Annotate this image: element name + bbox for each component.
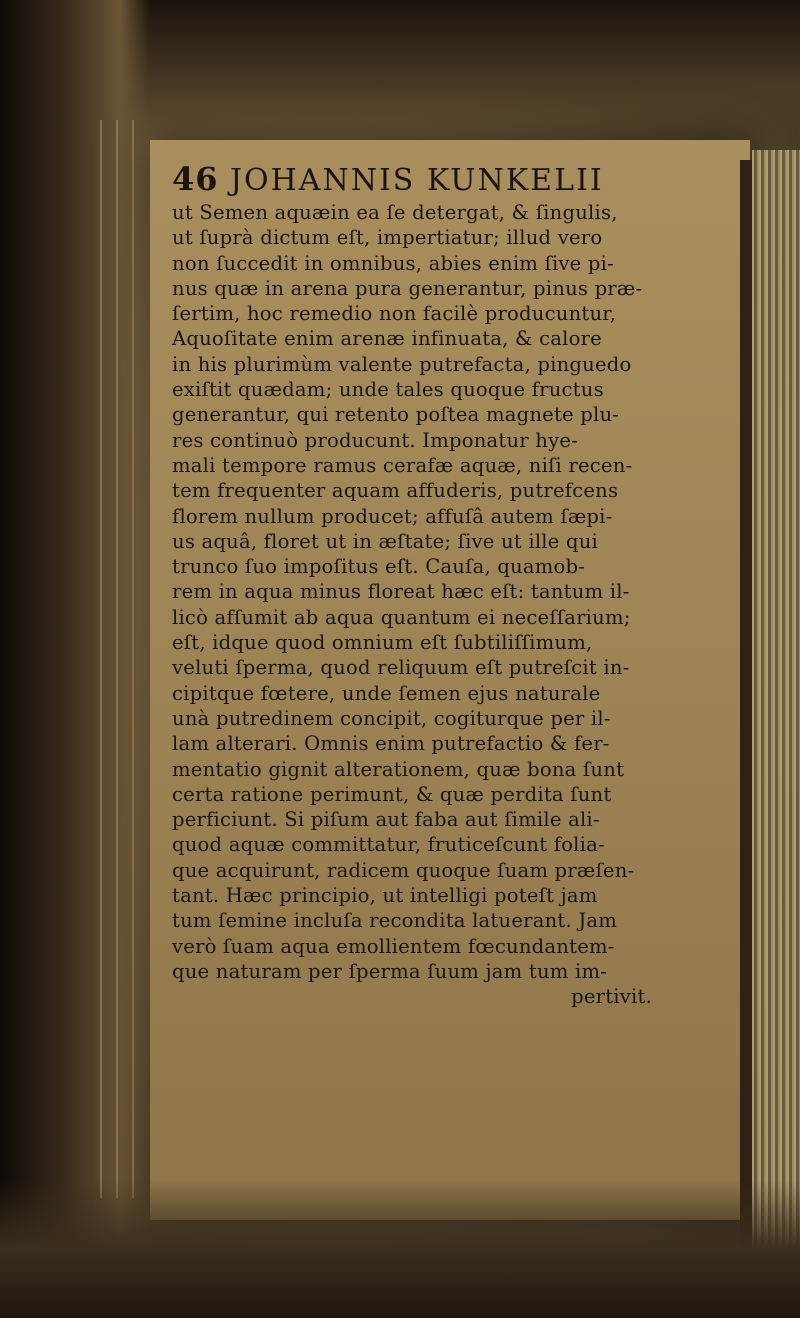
text-line: pertivit. — [571, 985, 652, 1009]
text-line: tem frequenter aquam affuderis, putrefcens — [172, 479, 619, 503]
text-line: florem nullum producet; affuſâ autem ſæpi- — [172, 504, 613, 528]
edge-line — [116, 120, 118, 1198]
text-line: in his plurimùm valente putrefacta, pinguedo — [172, 352, 632, 376]
text-line: eſt, idque quod omnium eſt ſubtiliſſimum, — [172, 631, 593, 655]
text-line: exiſtit quædam; unde tales quoque fructus — [172, 378, 604, 402]
text-line: licò afſumit ab aqua quantum ei neceſſarium; — [172, 605, 631, 629]
text-line: tant. Hæc principio, ut intelligi poteſt jam — [172, 884, 598, 908]
text-line: que naturam per ſperma ſuum jam tum im- — [172, 959, 608, 983]
text-line: perficiunt. Si piſum aut faba aut ſimile ali- — [172, 808, 600, 832]
text-line: Aquoſitate enim arenæ infinuata, & calore — [172, 327, 602, 351]
text-line: nus quæ in arena pura generantur, pinus præ- — [172, 276, 643, 300]
bottom-shadow — [0, 1180, 800, 1318]
text-line: trunco ſuo impoſitus eſt. Cauſa, quamob- — [172, 555, 586, 579]
text-line: non ſuccedit in omnibus, abies enim ſive pi- — [172, 251, 614, 275]
running-head: JOHANNIS KUNKELII — [230, 163, 604, 198]
text-line: veluti ſperma, quod reliquum eſt putreſcit in- — [172, 656, 630, 680]
text-line: mali tempore ramus cerafæ aquæ, niſi recen- — [172, 453, 633, 477]
body-text — [172, 200, 742, 1010]
text-line: ut Semen aquæin ea ſe detergat, & ſingulis, — [172, 201, 618, 224]
text-line: certa ratione perimunt, & quæ perdita ſunt — [172, 782, 612, 806]
text-line: cipitque fœtere, unde ſemen ejus naturale — [172, 681, 601, 705]
page-header — [172, 160, 742, 200]
text-line: ut ſuprà dictum eſt, impertiatur; illud vero — [172, 226, 603, 250]
text-line: quod aquæ committatur, fruticeſcunt folia- — [172, 833, 605, 857]
right-page-edge — [752, 150, 800, 1318]
left-page-edge — [0, 0, 150, 1318]
edge-line — [100, 120, 102, 1198]
text-line: ſertim, hoc remedio non facilè producuntur, — [172, 302, 617, 326]
page-number: 46 — [172, 160, 219, 198]
edge-line — [132, 120, 134, 1198]
text-line: mentatio gignit alterationem, quæ bona ſunt — [172, 757, 625, 781]
text-line: rem in aqua minus floreat hæc eſt: tantum il- — [172, 580, 630, 604]
page-text — [172, 160, 742, 1010]
text-line: que acquirunt, radicem quoque ſuam præſen- — [172, 858, 635, 882]
text-line: unà putredinem concipit, cogiturque per il- — [172, 706, 611, 730]
text-line: generantur, qui retento poſtea magnete plu- — [172, 403, 620, 427]
text-line: us aquâ, floret ut in æſtate; ſive ut ille qui — [172, 529, 599, 553]
text-line: tum ſemine incluſa recondita latuerant. Jam — [172, 909, 618, 933]
text-line: res continuò producunt. Imponatur hye- — [172, 428, 578, 452]
text-line: lam alterari. Omnis enim putrefactio & fer- — [172, 732, 610, 756]
text-line: verò ſuam aqua emollientem fœcundantem- — [172, 934, 615, 958]
